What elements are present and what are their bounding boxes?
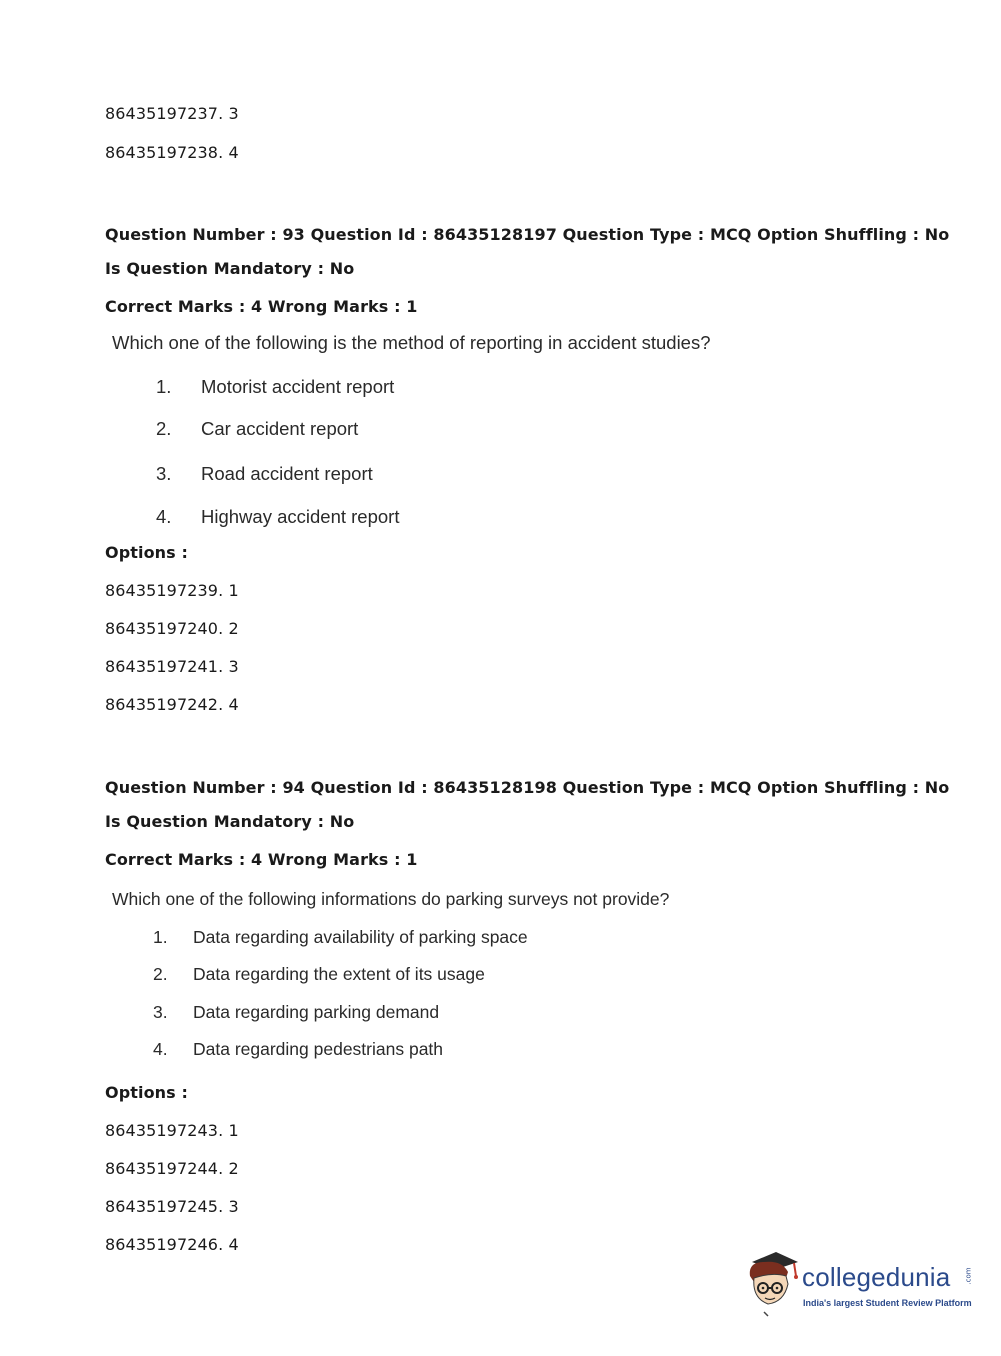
q94-choice-3: [153, 1002, 603, 1026]
choice-number: 2.: [156, 418, 172, 439]
logo-suffix: .com: [964, 1267, 973, 1285]
q93-choice-2: [156, 418, 556, 442]
q94-mandatory: Is Question Mandatory : No: [105, 812, 355, 831]
q93-choice-1: [156, 376, 556, 400]
option-id-line: 86435197238. 4: [105, 143, 239, 162]
q93-choice-3: [156, 463, 556, 487]
choice-text: Highway accident report: [201, 506, 400, 527]
q93-header: Question Number : 93 Question Id : 86435128197 Question Type : MCQ Option Shuffling : No: [105, 225, 950, 244]
option-id-line: 86435197241. 3: [105, 657, 239, 676]
option-id-line: 86435197240. 2: [105, 619, 239, 638]
option-id-line: 86435197244. 2: [105, 1159, 239, 1178]
choice-text: Data regarding the extent of its usage: [193, 964, 485, 984]
choice-text: Data regarding pedestrians path: [193, 1039, 444, 1059]
choice-text: Data regarding parking demand: [193, 1002, 440, 1022]
option-id-line: 86435197237. 3: [105, 104, 239, 123]
q94-question-text: Which one of the following informations do parking surveys not provide?: [112, 889, 670, 909]
option-id-line: 86435197243. 1: [105, 1121, 239, 1140]
q93-options-label: Options :: [105, 543, 188, 562]
option-id-line: 86435197246. 4: [105, 1235, 239, 1254]
choice-number: 3.: [153, 1002, 168, 1022]
q94-choice-1: [153, 927, 603, 951]
q93-choice-4: [156, 506, 556, 530]
option-id-line: 86435197242. 4: [105, 695, 239, 714]
choice-text: Car accident report: [201, 418, 359, 439]
q93-marks: Correct Marks : 4 Wrong Marks : 1: [105, 297, 418, 316]
choice-number: 3.: [156, 463, 172, 484]
choice-number: 1.: [156, 376, 172, 397]
choice-text: Motorist accident report: [201, 376, 395, 397]
collegedunia-logo: [742, 1248, 972, 1320]
choice-number: 2.: [153, 964, 168, 984]
choice-number: 4.: [156, 506, 172, 527]
q94-options-label: Options :: [105, 1083, 188, 1102]
logo-wordmark: collegedunia: [802, 1262, 951, 1292]
q94-choice-2: [153, 964, 603, 988]
q94-header: Question Number : 94 Question Id : 86435128198 Question Type : MCQ Option Shuffling : No: [105, 778, 950, 797]
mascot-icon: [742, 1248, 800, 1320]
option-id-line: 86435197245. 3: [105, 1197, 239, 1216]
option-id-line: 86435197239. 1: [105, 581, 239, 600]
q93-mandatory: Is Question Mandatory : No: [105, 259, 355, 278]
choice-number: 1.: [153, 927, 168, 947]
logo-tagline: India's largest Student Review Platform: [803, 1298, 972, 1308]
q94-marks: Correct Marks : 4 Wrong Marks : 1: [105, 850, 418, 869]
choice-text: Data regarding availability of parking space: [193, 927, 528, 947]
choice-text: Road accident report: [201, 463, 373, 484]
q93-question-text: Which one of the following is the method of reporting in accident studies?: [112, 332, 711, 353]
choice-number: 4.: [153, 1039, 168, 1059]
q94-choice-4: [153, 1039, 603, 1063]
